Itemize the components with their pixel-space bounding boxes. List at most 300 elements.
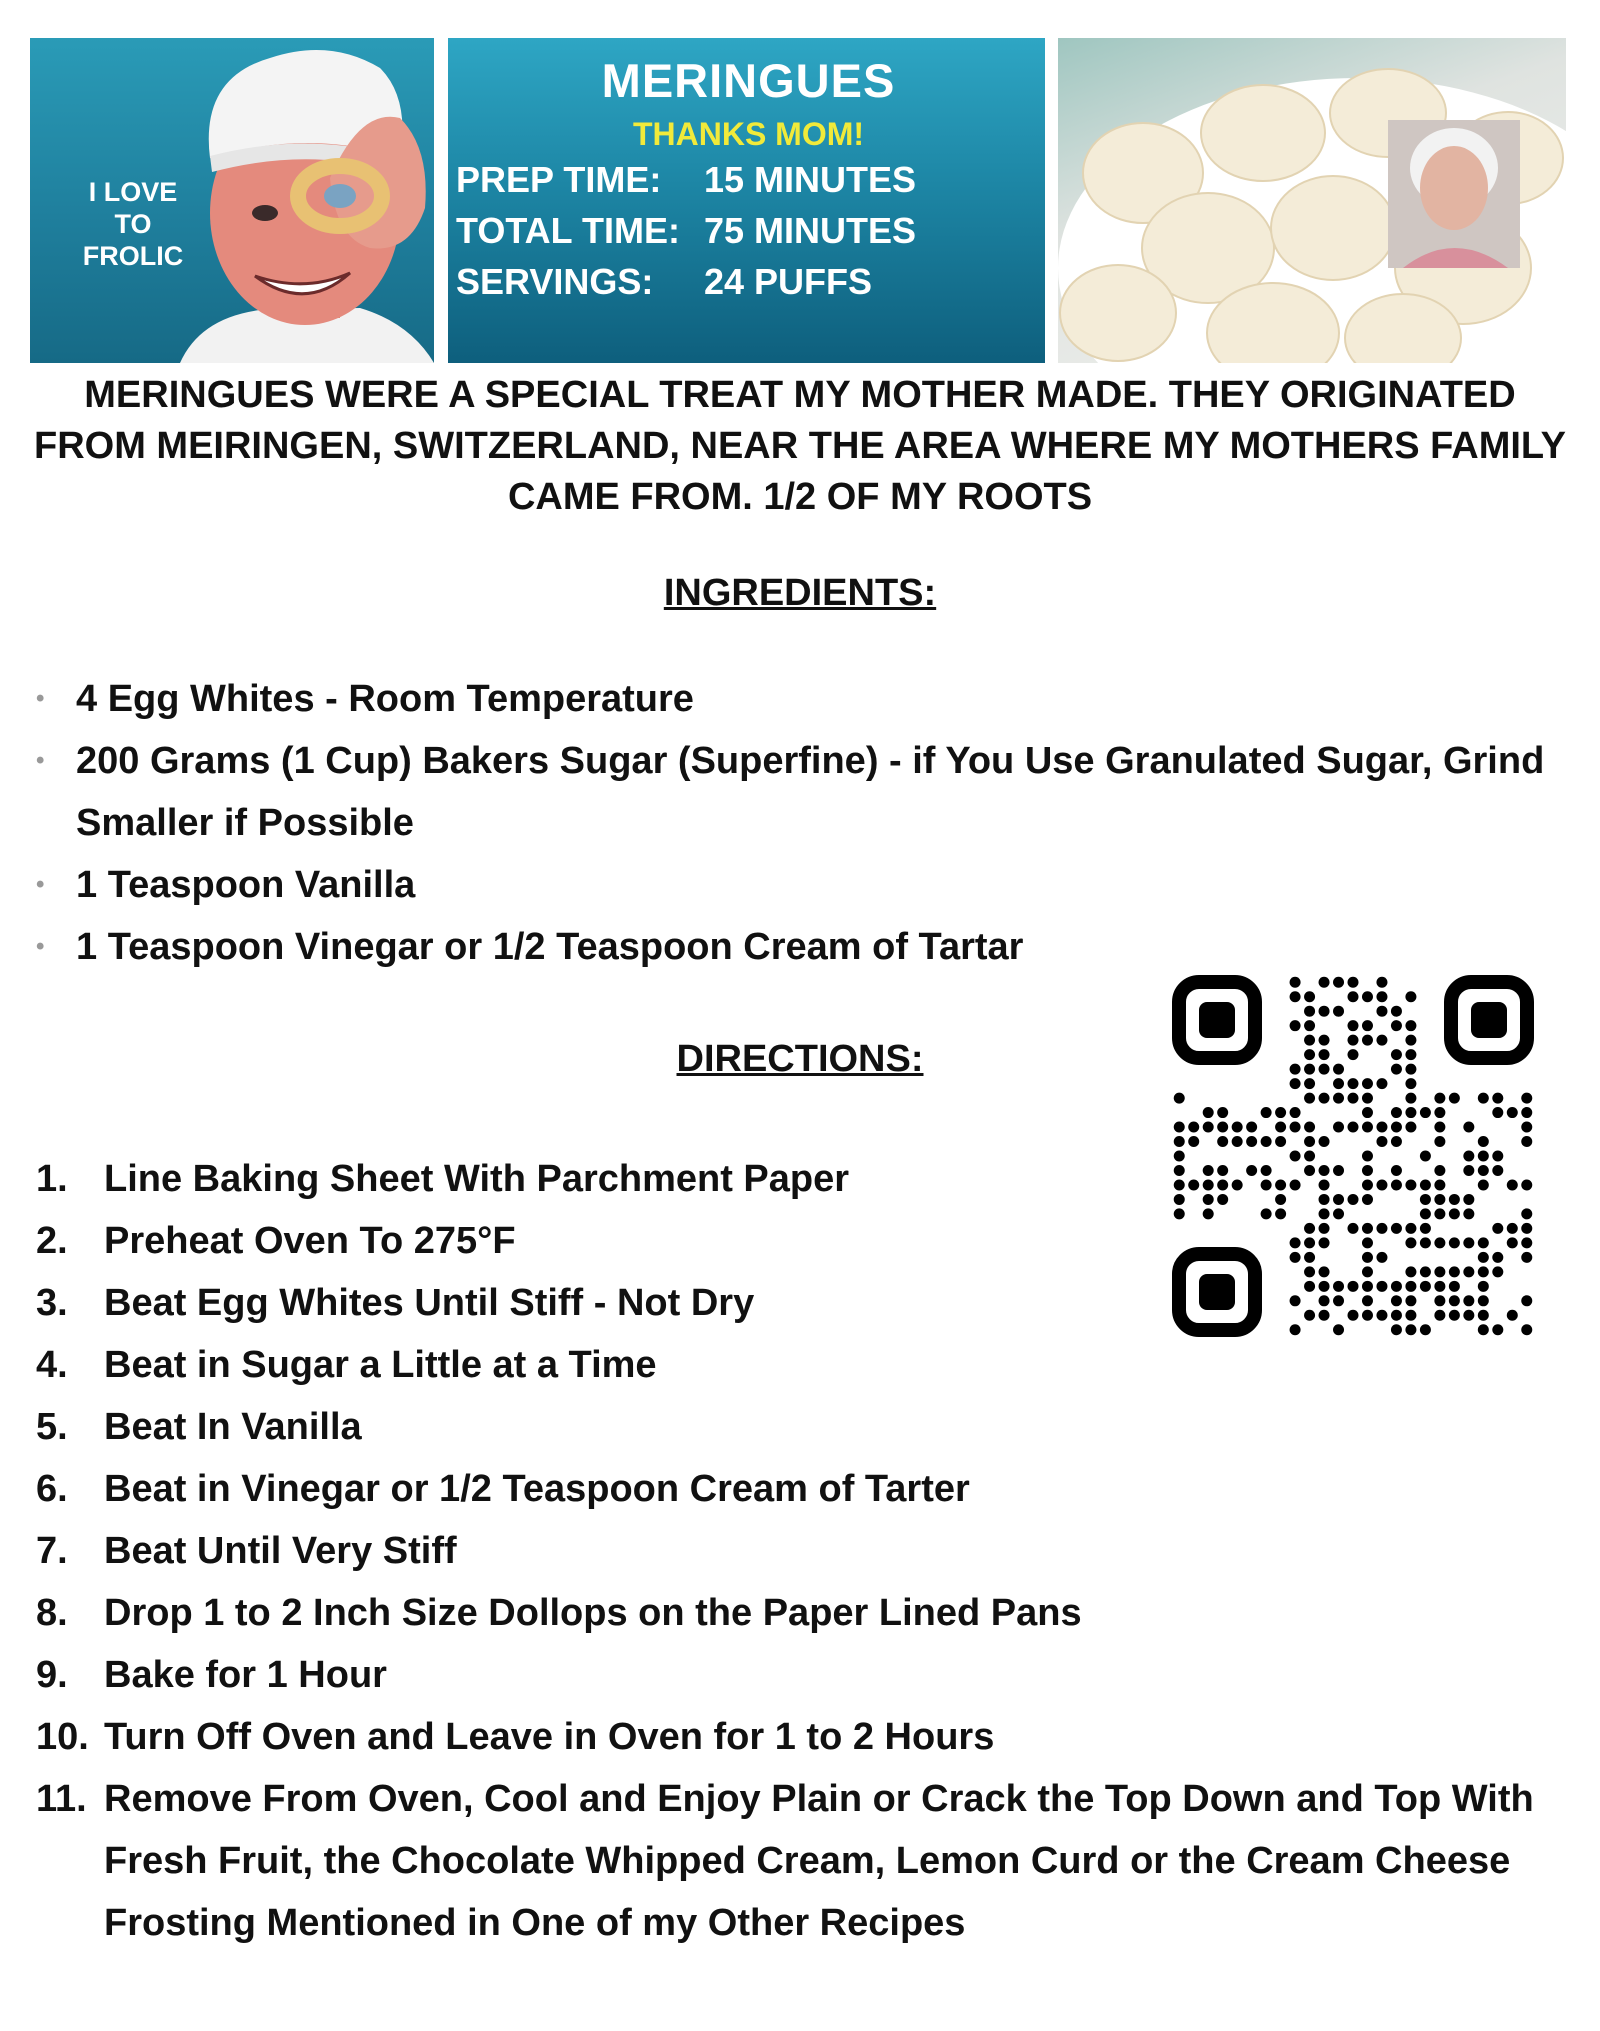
qr-module [1333,1165,1344,1176]
qr-module [1203,1208,1214,1219]
qr-module [1217,1165,1228,1176]
ingredient-item: • 4 Egg Whites - Room Temperature [36,668,1576,730]
qr-module [1507,1310,1518,1321]
qr-module [1203,1107,1214,1118]
qr-module [1405,1324,1416,1335]
qr-module [1449,1093,1460,1104]
qr-module [1376,1122,1387,1133]
qr-module [1507,1179,1518,1190]
qr-module [1319,1223,1330,1234]
qr-module [1319,1165,1330,1176]
qr-module [1463,1310,1474,1321]
qr-module [1174,1093,1185,1104]
qr-module [1188,1136,1199,1147]
direction-step [36,1644,1576,1706]
qr-module [1319,1064,1330,1075]
qr-module [1492,1252,1503,1263]
qr-module [1347,1093,1358,1104]
step-number: 7. [36,1530,68,1572]
qr-module [1376,1078,1387,1089]
qr-module [1507,1107,1518,1118]
qr-module [1420,1179,1431,1190]
servings-row [456,256,1041,307]
qr-module [1478,1310,1489,1321]
qr-module [1174,1208,1185,1219]
qr-module [1405,1049,1416,1060]
qr-module [1290,1064,1301,1075]
qr-module [1333,1078,1344,1089]
qr-module [1478,1136,1489,1147]
title-panel [448,38,1045,363]
qr-module [1304,1252,1315,1263]
qr-module [1478,1266,1489,1277]
qr-module [1333,1064,1344,1075]
qr-module [1290,1107,1301,1118]
qr-module [1362,1165,1373,1176]
qr-module [1290,977,1301,988]
qr-module [1362,1310,1373,1321]
step-text: Beat Until Very Stiff [104,1530,457,1572]
qr-code-icon[interactable] [1172,975,1534,1337]
tagline-line: FROLIC [82,241,184,271]
qr-module [1478,1295,1489,1306]
qr-module [1376,1179,1387,1190]
qr-module [1290,1252,1301,1263]
ingredient-item: • 200 Grams (1 Cup) Bakers Sugar (Superfine) - if You Use Granulated Sugar, Grind Smaller if Possible [36,730,1576,854]
qr-module [1463,1194,1474,1205]
qr-module [1261,1208,1272,1219]
qr-module [1333,1324,1344,1335]
meta-label: PREP TIME: [456,159,662,200]
qr-module [1449,1310,1460,1321]
qr-module [1362,1035,1373,1046]
qr-module [1492,1266,1503,1277]
qr-module [1521,1179,1532,1190]
qr-module [1362,1266,1373,1277]
qr-module [1232,1179,1243,1190]
qr-module [1290,1324,1301,1335]
qr-module [1434,1179,1445,1190]
chef-photo-panel [30,38,434,363]
qr-module [1174,1136,1185,1147]
qr-module [1434,1165,1445,1176]
qr-module [1174,1194,1185,1205]
qr-module [1463,1165,1474,1176]
qr-module [1304,1237,1315,1248]
step-text: Preheat Oven To 275°F [104,1220,516,1262]
qr-module [1463,1295,1474,1306]
qr-module [1319,977,1330,988]
meringue-illustration [1058,38,1566,363]
qr-module [1319,1035,1330,1046]
qr-module [1405,1078,1416,1089]
qr-module [1174,1179,1185,1190]
qr-module [1391,1295,1402,1306]
qr-module [1174,1150,1185,1161]
qr-module [1347,1035,1358,1046]
qr-module [1290,1020,1301,1031]
qr-module [1319,1281,1330,1292]
qr-module [1405,1295,1416,1306]
qr-module [1217,1122,1228,1133]
qr-module [1319,1136,1330,1147]
qr-module [1391,1324,1402,1335]
qr-module [1304,991,1315,1002]
direction-step [36,1458,1576,1520]
qr-module [1405,1179,1416,1190]
qr-module [1391,1020,1402,1031]
meta-value: 24 PUFFS [704,261,873,302]
qr-module [1449,1208,1460,1219]
qr-module [1333,1093,1344,1104]
qr-module [1434,1295,1445,1306]
qr-module [1434,1122,1445,1133]
qr-module [1362,1295,1373,1306]
qr-module [1420,1324,1431,1335]
qr-module [1521,1093,1532,1104]
qr-module [1420,1208,1431,1219]
step-number: 9. [36,1654,68,1696]
qr-module [1319,1179,1330,1190]
qr-module [1391,1223,1402,1234]
qr-module [1203,1122,1214,1133]
step-number: 6. [36,1468,68,1510]
qr-module [1405,1035,1416,1046]
qr-module [1391,1310,1402,1321]
step-text: Remove From Oven, Cool and Enjoy Plain or Crack the Top Down and Top With Fresh Fruit, the Chocolate Whipped Cream, Lemon Curd or the Cream Cheese Frosting Mentioned in One of my Other Recipes [104,1778,1534,1944]
qr-module [1463,1150,1474,1161]
qr-module [1521,1208,1532,1219]
qr-module [1290,1122,1301,1133]
qr-module [1333,1194,1344,1205]
step-text: Line Baking Sheet With Parchment Paper [104,1158,850,1200]
direction-step [36,1768,1576,1954]
ingredients-list [36,668,1576,978]
qr-module [1304,1165,1315,1176]
qr-module [1434,1208,1445,1219]
qr-module [1304,1078,1315,1089]
qr-module [1420,1281,1431,1292]
qr-module [1347,1078,1358,1089]
qr-module [1188,1179,1199,1190]
qr-module [1275,1107,1286,1118]
qr-module [1507,1223,1518,1234]
qr-module [1391,1179,1402,1190]
qr-module [1347,1194,1358,1205]
meta-label: SERVINGS: [456,261,654,302]
qr-module [1174,1122,1185,1133]
qr-module [1478,1252,1489,1263]
tagline [48,176,218,272]
qr-module [1376,991,1387,1002]
qr-module [1521,1237,1532,1248]
qr-module [1449,1237,1460,1248]
qr-module [1319,1266,1330,1277]
qr-module [1405,1281,1416,1292]
qr-module [1261,1165,1272,1176]
qr-module [1347,1223,1358,1234]
qr-module [1246,1165,1257,1176]
qr-module [1391,1165,1402,1176]
qr-module [1405,1266,1416,1277]
qr-module [1333,1295,1344,1306]
step-text: Drop 1 to 2 Inch Size Dollops on the Paper Lined Pans [104,1592,1082,1634]
thanks-text: THANKS MOM! [632,116,865,152]
qr-module [1290,1295,1301,1306]
meringue-photo-panel [1058,38,1566,363]
qr-module [1434,1310,1445,1321]
tagline-line: TO [114,209,152,239]
qr-module [1434,1237,1445,1248]
qr-module [1362,991,1373,1002]
qr-module [1203,1165,1214,1176]
qr-module [1362,1150,1373,1161]
qr-module [1521,1252,1532,1263]
qr-module [1391,1281,1402,1292]
qr-module [1333,977,1344,988]
qr-module [1319,1049,1330,1060]
ingredients-heading: INGREDIENTS: [663,572,937,614]
qr-module [1347,1281,1358,1292]
direction-step [36,1582,1576,1644]
qr-module [1304,1150,1315,1161]
qr-module [1449,1266,1460,1277]
qr-module [1449,1194,1460,1205]
step-number: 4. [36,1344,68,1386]
ingredient-item: • 1 Teaspoon Vinegar or 1/2 Teaspoon Cream of Tartar [36,916,1576,978]
qr-module [1420,1107,1431,1118]
prep-time-row [456,154,1041,205]
qr-module [1333,1281,1344,1292]
qr-module [1434,1136,1445,1147]
qr-module [1434,1281,1445,1292]
qr-module [1304,1223,1315,1234]
qr-module [1521,1107,1532,1118]
qr-module [1420,1194,1431,1205]
direction-step [36,1706,1576,1768]
qr-module [1217,1179,1228,1190]
qr-module [1246,1122,1257,1133]
step-number: 2. [36,1220,68,1262]
qr-module [1478,1179,1489,1190]
qr-module [1391,1107,1402,1118]
qr-module [1232,1122,1243,1133]
step-number: 5. [36,1406,68,1448]
qr-module [1521,1136,1532,1147]
qr-module [1333,1122,1344,1133]
qr-module [1261,1107,1272,1118]
qr-module [1434,1107,1445,1118]
qr-module [1319,1295,1330,1306]
qr-module [1507,1237,1518,1248]
qr-module [1319,1237,1330,1248]
qr-module [1391,1064,1402,1075]
qr-module [1405,991,1416,1002]
step-number: 1. [36,1158,68,1200]
qr-module [1405,1223,1416,1234]
qr-module [1420,1150,1431,1161]
qr-module [1333,1006,1344,1017]
qr-module [1347,977,1358,988]
qr-module [1376,1310,1387,1321]
direction-step [36,1396,1576,1458]
qr-module [1333,1208,1344,1219]
qr-module [1463,1208,1474,1219]
ingredient-item: • 1 Teaspoon Vanilla [36,854,1576,916]
recipe-title: MERINGUES [601,54,896,107]
qr-module [1478,1150,1489,1161]
qr-module [1463,1266,1474,1277]
qr-finder-top-right [1451,982,1527,1058]
qr-module [1362,1252,1373,1263]
qr-module [1188,1122,1199,1133]
qr-module [1405,1310,1416,1321]
qr-module [1261,1179,1272,1190]
qr-module [1391,1006,1402,1017]
step-text: Bake for 1 Hour [104,1654,387,1696]
qr-module [1362,1223,1373,1234]
qr-module [1463,1122,1474,1133]
qr-module [1434,1194,1445,1205]
qr-module [1203,1194,1214,1205]
qr-module [1492,1107,1503,1118]
qr-module [1319,1208,1330,1219]
qr-module [1478,1281,1489,1292]
qr-module [1275,1122,1286,1133]
qr-module [1304,1006,1315,1017]
qr-module [1420,1237,1431,1248]
step-text: Beat Egg Whites Until Stiff - Not Dry [104,1282,755,1324]
qr-module [1478,1093,1489,1104]
qr-module [1362,1093,1373,1104]
qr-module [1362,1020,1373,1031]
qr-module [1362,1107,1373,1118]
qr-module [1362,1237,1373,1248]
qr-module [1405,1064,1416,1075]
total-time-row [456,205,1041,256]
qr-module [1449,1281,1460,1292]
qr-module [1405,1107,1416,1118]
qr-module [1362,1078,1373,1089]
qr-module [1420,1223,1431,1234]
qr-module [1521,1122,1532,1133]
step-text: Beat in Sugar a Little at a Time [104,1344,657,1386]
qr-module [1478,1324,1489,1335]
direction-step [36,1334,1576,1396]
qr-module [1290,1237,1301,1248]
qr-module [1521,1295,1532,1306]
qr-module [1376,1035,1387,1046]
qr-module [1174,1165,1185,1176]
qr-module [1319,1310,1330,1321]
qr-module [1290,991,1301,1002]
qr-module [1347,1049,1358,1060]
qr-module [1376,1006,1387,1017]
qr-module [1492,1165,1503,1176]
qr-module [1492,1223,1503,1234]
qr-finder-bottom-left [1179,1254,1255,1330]
qr-module [1362,1179,1373,1190]
qr-module [1304,1049,1315,1060]
qr-module [1304,1093,1315,1104]
qr-module [1304,1035,1315,1046]
qr-module [1275,1194,1286,1205]
qr-module [1449,1295,1460,1306]
qr-module [1492,1093,1503,1104]
step-text: Turn Off Oven and Leave in Oven for 1 to 2 Hours [104,1716,995,1758]
qr-module [1304,1122,1315,1133]
qr-module [1434,1266,1445,1277]
qr-module [1290,1150,1301,1161]
qr-module [1492,1150,1503,1161]
qr-module [1405,1122,1416,1133]
step-text: Beat in Vinegar or 1/2 Teaspoon Cream of Tarter [104,1468,970,1510]
qr-finder-top-left [1179,982,1255,1058]
qr-module [1347,991,1358,1002]
qr-module [1405,1093,1416,1104]
qr-module [1478,1237,1489,1248]
qr-module [1304,1281,1315,1292]
directions-heading: DIRECTIONS: [676,1038,924,1080]
qr-module [1304,1064,1315,1075]
qr-module [1275,1179,1286,1190]
qr-module [1319,1006,1330,1017]
qr-module [1347,1020,1358,1031]
qr-module [1376,1252,1387,1263]
qr-module [1275,1136,1286,1147]
qr-module [1217,1107,1228,1118]
qr-module [1391,1122,1402,1133]
qr-module [1492,1324,1503,1335]
qr-module [1217,1194,1228,1205]
qr-module [1347,1310,1358,1321]
qr-module [1362,1194,1373,1205]
qr-module [1246,1136,1257,1147]
step-number: 10. [36,1716,89,1758]
qr-module [1521,1324,1532,1335]
step-text: Beat In Vanilla [104,1406,362,1448]
qr-module [1376,977,1387,988]
step-number: 8. [36,1592,68,1634]
tagline-line: I LOVE [88,177,178,207]
qr-module [1434,1093,1445,1104]
qr-module [1362,1281,1373,1292]
qr-module [1290,1078,1301,1089]
step-number: 3. [36,1282,68,1324]
qr-module [1304,1136,1315,1147]
meta-value: 15 MINUTES [704,159,917,200]
qr-module [1203,1179,1214,1190]
qr-module [1376,1223,1387,1234]
qr-module [1319,1194,1330,1205]
qr-module [1376,1136,1387,1147]
qr-module [1362,1122,1373,1133]
qr-module [1261,1136,1272,1147]
qr-module [1420,1266,1431,1277]
qr-module [1275,1208,1286,1219]
qr-module [1304,1020,1315,1031]
qr-module [1290,1179,1301,1190]
qr-module [1405,1020,1416,1031]
qr-module [1478,1165,1489,1176]
qr-module [1463,1237,1474,1248]
qr-module [1304,1310,1315,1321]
meta-value: 75 MINUTES [704,210,917,251]
qr-module [1232,1136,1243,1147]
direction-step [36,1520,1576,1582]
qr-module [1405,1237,1416,1248]
intro-paragraph: MERINGUES WERE A SPECIAL TREAT MY MOTHER MADE. THEY ORIGINATED FROM MEIRINGEN, SWITZERLAND, NEAR THE AREA WHERE MY MOTHERS FAMILY CAME FROM. 1/2 OF MY ROOTS [34,374,1566,518]
